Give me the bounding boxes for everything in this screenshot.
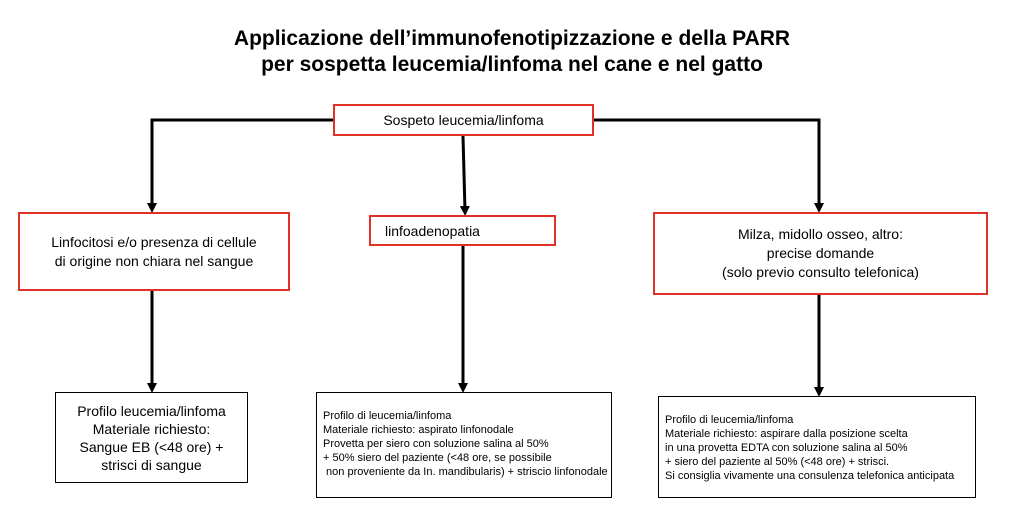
detail-lymph-line-5: non proveniente da In. mandibularis) + striscio linfonodale bbox=[323, 466, 608, 478]
branch-organs-line-2: precise domande bbox=[766, 245, 875, 261]
root-box bbox=[333, 104, 594, 136]
title-line-2: per sospetta leucemia/linfoma nel cane e nel gatto bbox=[261, 53, 763, 76]
detail-organs-line-5: Si consiglia vivamente una consulenza telefonica anticipata bbox=[665, 470, 955, 482]
title-line-1: Applicazione dell’immunofenotipizzazione e della PARR bbox=[233, 27, 791, 50]
detail-box-lymph-node bbox=[316, 392, 612, 498]
branch-blood-line-1: Linfocitosi e/o presenza di cellule bbox=[51, 233, 257, 250]
root-label: Sospeto leucemia/linfoma bbox=[383, 112, 544, 128]
detail-organs-line-3: in una provetta EDTA con soluzione salina al 50% bbox=[665, 442, 908, 454]
detail-lymph-line-1: Profilo di leucemia/linfoma bbox=[323, 410, 452, 422]
detail-organs-line-4: + siero del paziente al 50% (<48 ore) + strisci. bbox=[665, 456, 890, 468]
detail-blood-line-1: Profilo leucemia/linfoma bbox=[77, 402, 226, 419]
branch-lymphadenopathy-line-1: linfoadenopatia bbox=[385, 222, 480, 239]
branch-organs-line-1: Milza, midollo osseo, altro: bbox=[738, 226, 903, 242]
detail-box-blood bbox=[55, 392, 248, 483]
branch-box-lymphadenopathy bbox=[369, 215, 556, 246]
branch-box-organs bbox=[653, 212, 988, 295]
branch-blood-line-2: di origine non chiara nel sangue bbox=[54, 252, 254, 269]
detail-lymph-line-2: Materiale richiesto: aspirato linfonodale bbox=[323, 424, 514, 436]
detail-blood-line-2: Materiale richiesto: bbox=[92, 420, 211, 437]
detail-organs-line-1: Profilo di leucemia/linfoma bbox=[665, 414, 794, 426]
detail-organs-line-2: Materiale richiesto: aspirare dalla posizione scelta bbox=[665, 428, 908, 440]
detail-blood-line-3: Sangue EB (<48 ore) + bbox=[79, 438, 224, 455]
connector-root-to-middle bbox=[463, 136, 465, 211]
connector-root-to-right bbox=[594, 120, 819, 208]
branch-organs-line-3: (solo previo consulto telefonica) bbox=[722, 264, 919, 280]
detail-lymph-line-3: Provetta per siero con soluzione salina al 50% bbox=[323, 438, 549, 450]
detail-lymph-line-4: + 50% siero del paziente (<48 ore, se possibile bbox=[323, 452, 552, 464]
detail-blood-line-4: strisci di sangue bbox=[101, 456, 202, 473]
detail-box-organs bbox=[658, 396, 976, 498]
branch-box-blood bbox=[18, 212, 290, 291]
connector-root-to-left bbox=[152, 120, 333, 208]
